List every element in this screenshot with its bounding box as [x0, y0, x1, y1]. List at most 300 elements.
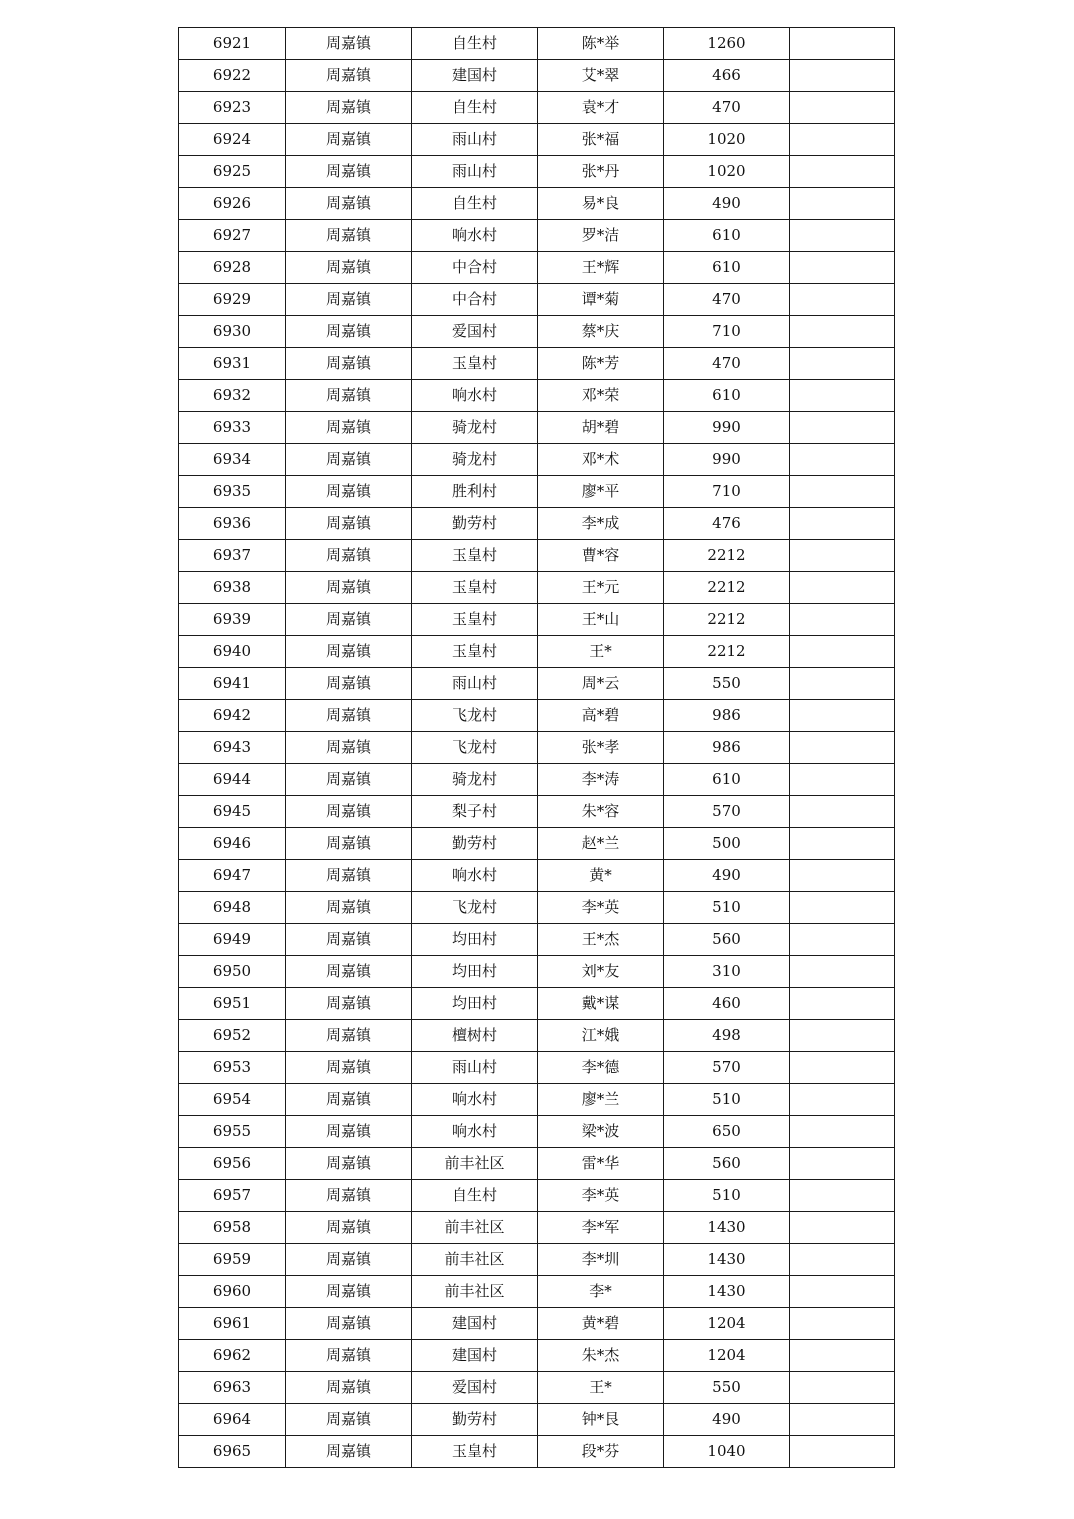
cell-village: 均田村 [412, 956, 538, 988]
cell-amount: 610 [664, 252, 790, 284]
cell-village: 勤劳村 [412, 828, 538, 860]
cell-serial-number: 6937 [179, 540, 286, 572]
cell-name: 江*娥 [538, 1020, 664, 1052]
table-row [179, 444, 895, 476]
cell-town: 周嘉镇 [286, 1372, 412, 1404]
table-row [179, 156, 895, 188]
cell-note [790, 188, 895, 220]
cell-amount: 710 [664, 316, 790, 348]
cell-serial-number: 6963 [179, 1372, 286, 1404]
cell-amount: 1430 [664, 1212, 790, 1244]
cell-name: 赵*兰 [538, 828, 664, 860]
cell-serial-number: 6941 [179, 668, 286, 700]
table-row [179, 604, 895, 636]
cell-town: 周嘉镇 [286, 124, 412, 156]
cell-serial-number: 6922 [179, 60, 286, 92]
cell-town: 周嘉镇 [286, 220, 412, 252]
cell-town: 周嘉镇 [286, 380, 412, 412]
cell-name: 王*杰 [538, 924, 664, 956]
cell-serial-number: 6935 [179, 476, 286, 508]
cell-serial-number: 6955 [179, 1116, 286, 1148]
cell-serial-number: 6964 [179, 1404, 286, 1436]
cell-town: 周嘉镇 [286, 316, 412, 348]
cell-town: 周嘉镇 [286, 252, 412, 284]
cell-amount: 1040 [664, 1436, 790, 1468]
cell-note [790, 476, 895, 508]
cell-amount: 1204 [664, 1308, 790, 1340]
cell-town: 周嘉镇 [286, 1052, 412, 1084]
cell-village: 骑龙村 [412, 412, 538, 444]
cell-name: 李*德 [538, 1052, 664, 1084]
cell-amount: 990 [664, 444, 790, 476]
cell-note [790, 1436, 895, 1468]
cell-note [790, 1308, 895, 1340]
cell-amount: 610 [664, 764, 790, 796]
cell-amount: 476 [664, 508, 790, 540]
cell-serial-number: 6956 [179, 1148, 286, 1180]
cell-amount: 570 [664, 1052, 790, 1084]
cell-name: 袁*才 [538, 92, 664, 124]
cell-village: 勤劳村 [412, 508, 538, 540]
cell-town: 周嘉镇 [286, 28, 412, 60]
cell-serial-number: 6943 [179, 732, 286, 764]
cell-note [790, 1084, 895, 1116]
cell-name: 王*辉 [538, 252, 664, 284]
cell-village: 勤劳村 [412, 1404, 538, 1436]
table-row [179, 316, 895, 348]
cell-town: 周嘉镇 [286, 476, 412, 508]
cell-name: 陈*芳 [538, 348, 664, 380]
table-row [179, 1244, 895, 1276]
cell-amount: 560 [664, 1148, 790, 1180]
cell-name: 雷*华 [538, 1148, 664, 1180]
cell-amount: 490 [664, 188, 790, 220]
table-row [179, 956, 895, 988]
cell-serial-number: 6924 [179, 124, 286, 156]
cell-amount: 1260 [664, 28, 790, 60]
cell-amount: 986 [664, 700, 790, 732]
cell-amount: 1430 [664, 1276, 790, 1308]
cell-serial-number: 6927 [179, 220, 286, 252]
cell-amount: 990 [664, 412, 790, 444]
cell-note [790, 636, 895, 668]
cell-name: 胡*碧 [538, 412, 664, 444]
cell-serial-number: 6945 [179, 796, 286, 828]
cell-name: 王* [538, 636, 664, 668]
cell-serial-number: 6954 [179, 1084, 286, 1116]
cell-note [790, 124, 895, 156]
table-row [179, 1308, 895, 1340]
cell-town: 周嘉镇 [286, 1436, 412, 1468]
cell-village: 建国村 [412, 1340, 538, 1372]
cell-town: 周嘉镇 [286, 508, 412, 540]
cell-town: 周嘉镇 [286, 284, 412, 316]
cell-town: 周嘉镇 [286, 1276, 412, 1308]
cell-serial-number: 6944 [179, 764, 286, 796]
table-row [179, 668, 895, 700]
cell-amount: 490 [664, 860, 790, 892]
table-row [179, 380, 895, 412]
cell-town: 周嘉镇 [286, 732, 412, 764]
cell-town: 周嘉镇 [286, 348, 412, 380]
cell-village: 玉皇村 [412, 636, 538, 668]
cell-name: 王*元 [538, 572, 664, 604]
cell-name: 周*云 [538, 668, 664, 700]
cell-town: 周嘉镇 [286, 1148, 412, 1180]
cell-name: 谭*菊 [538, 284, 664, 316]
table-row [179, 28, 895, 60]
cell-village: 前丰社区 [412, 1212, 538, 1244]
table-row [179, 220, 895, 252]
cell-town: 周嘉镇 [286, 956, 412, 988]
cell-village: 自生村 [412, 188, 538, 220]
cell-serial-number: 6953 [179, 1052, 286, 1084]
cell-serial-number: 6946 [179, 828, 286, 860]
cell-name: 梁*波 [538, 1116, 664, 1148]
cell-serial-number: 6932 [179, 380, 286, 412]
cell-town: 周嘉镇 [286, 1244, 412, 1276]
cell-name: 李* [538, 1276, 664, 1308]
cell-village: 响水村 [412, 220, 538, 252]
table-row [179, 508, 895, 540]
cell-village: 自生村 [412, 28, 538, 60]
cell-note [790, 1404, 895, 1436]
cell-note [790, 764, 895, 796]
cell-village: 自生村 [412, 92, 538, 124]
cell-note [790, 92, 895, 124]
table-row [179, 188, 895, 220]
cell-town: 周嘉镇 [286, 924, 412, 956]
table-row [179, 764, 895, 796]
table-row [179, 1372, 895, 1404]
cell-town: 周嘉镇 [286, 444, 412, 476]
cell-serial-number: 6951 [179, 988, 286, 1020]
cell-village: 玉皇村 [412, 540, 538, 572]
cell-town: 周嘉镇 [286, 1212, 412, 1244]
table-body [179, 28, 895, 1468]
cell-amount: 1020 [664, 156, 790, 188]
table-row [179, 988, 895, 1020]
cell-amount: 310 [664, 956, 790, 988]
table-row [179, 1276, 895, 1308]
table-row [179, 1404, 895, 1436]
table-row [179, 476, 895, 508]
cell-name: 朱*杰 [538, 1340, 664, 1372]
cell-name: 高*碧 [538, 700, 664, 732]
cell-name: 蔡*庆 [538, 316, 664, 348]
cell-town: 周嘉镇 [286, 540, 412, 572]
cell-name: 易*良 [538, 188, 664, 220]
cell-amount: 490 [664, 1404, 790, 1436]
cell-town: 周嘉镇 [286, 892, 412, 924]
cell-town: 周嘉镇 [286, 1020, 412, 1052]
cell-serial-number: 6925 [179, 156, 286, 188]
cell-amount: 650 [664, 1116, 790, 1148]
cell-name: 李*军 [538, 1212, 664, 1244]
cell-town: 周嘉镇 [286, 1404, 412, 1436]
cell-serial-number: 6959 [179, 1244, 286, 1276]
cell-name: 黄*碧 [538, 1308, 664, 1340]
cell-note [790, 1148, 895, 1180]
cell-name: 王* [538, 1372, 664, 1404]
cell-serial-number: 6961 [179, 1308, 286, 1340]
cell-name: 朱*容 [538, 796, 664, 828]
cell-amount: 710 [664, 476, 790, 508]
cell-amount: 570 [664, 796, 790, 828]
cell-note [790, 1052, 895, 1084]
cell-town: 周嘉镇 [286, 636, 412, 668]
cell-name: 张*孝 [538, 732, 664, 764]
cell-note [790, 668, 895, 700]
cell-name: 黄* [538, 860, 664, 892]
cell-serial-number: 6960 [179, 1276, 286, 1308]
cell-note [790, 1020, 895, 1052]
cell-note [790, 508, 895, 540]
cell-village: 雨山村 [412, 156, 538, 188]
table-row [179, 348, 895, 380]
cell-village: 玉皇村 [412, 348, 538, 380]
cell-village: 玉皇村 [412, 1436, 538, 1468]
cell-note [790, 252, 895, 284]
cell-amount: 460 [664, 988, 790, 1020]
table-row [179, 1052, 895, 1084]
cell-name: 李*英 [538, 892, 664, 924]
cell-amount: 610 [664, 380, 790, 412]
table-row [179, 636, 895, 668]
cell-name: 曹*容 [538, 540, 664, 572]
cell-serial-number: 6942 [179, 700, 286, 732]
table-row [179, 92, 895, 124]
cell-town: 周嘉镇 [286, 1308, 412, 1340]
cell-name: 李*圳 [538, 1244, 664, 1276]
cell-note [790, 1276, 895, 1308]
cell-amount: 466 [664, 60, 790, 92]
cell-note [790, 316, 895, 348]
cell-name: 邓*荣 [538, 380, 664, 412]
cell-serial-number: 6957 [179, 1180, 286, 1212]
table-row [179, 1436, 895, 1468]
table-row [179, 1084, 895, 1116]
cell-amount: 560 [664, 924, 790, 956]
cell-note [790, 1372, 895, 1404]
cell-amount: 510 [664, 1180, 790, 1212]
cell-village: 飞龙村 [412, 892, 538, 924]
cell-note [790, 220, 895, 252]
cell-note [790, 956, 895, 988]
table-row [179, 828, 895, 860]
cell-serial-number: 6930 [179, 316, 286, 348]
cell-serial-number: 6936 [179, 508, 286, 540]
cell-village: 响水村 [412, 380, 538, 412]
cell-note [790, 156, 895, 188]
table-row [179, 572, 895, 604]
table-row [179, 1212, 895, 1244]
cell-town: 周嘉镇 [286, 188, 412, 220]
cell-village: 雨山村 [412, 124, 538, 156]
cell-name: 廖*平 [538, 476, 664, 508]
table-row [179, 924, 895, 956]
cell-village: 梨子村 [412, 796, 538, 828]
table-row [179, 732, 895, 764]
cell-serial-number: 6938 [179, 572, 286, 604]
cell-serial-number: 6921 [179, 28, 286, 60]
table-row [179, 540, 895, 572]
table-row [179, 860, 895, 892]
cell-amount: 2212 [664, 572, 790, 604]
cell-village: 檀树村 [412, 1020, 538, 1052]
cell-village: 玉皇村 [412, 572, 538, 604]
cell-note [790, 412, 895, 444]
cell-town: 周嘉镇 [286, 988, 412, 1020]
cell-name: 戴*谋 [538, 988, 664, 1020]
cell-note [790, 604, 895, 636]
table-row [179, 892, 895, 924]
cell-amount: 470 [664, 92, 790, 124]
cell-village: 雨山村 [412, 668, 538, 700]
table-row [179, 1020, 895, 1052]
cell-name: 王*山 [538, 604, 664, 636]
cell-note [790, 284, 895, 316]
cell-town: 周嘉镇 [286, 1116, 412, 1148]
cell-serial-number: 6949 [179, 924, 286, 956]
cell-amount: 2212 [664, 540, 790, 572]
cell-name: 李*英 [538, 1180, 664, 1212]
table-row [179, 1148, 895, 1180]
cell-town: 周嘉镇 [286, 604, 412, 636]
cell-town: 周嘉镇 [286, 796, 412, 828]
cell-village: 建国村 [412, 60, 538, 92]
cell-amount: 550 [664, 1372, 790, 1404]
cell-serial-number: 6965 [179, 1436, 286, 1468]
cell-town: 周嘉镇 [286, 60, 412, 92]
cell-town: 周嘉镇 [286, 572, 412, 604]
cell-note [790, 572, 895, 604]
cell-amount: 1204 [664, 1340, 790, 1372]
cell-amount: 498 [664, 1020, 790, 1052]
cell-name: 张*福 [538, 124, 664, 156]
cell-name: 罗*洁 [538, 220, 664, 252]
cell-amount: 510 [664, 892, 790, 924]
cell-name: 邓*术 [538, 444, 664, 476]
cell-note [790, 1116, 895, 1148]
cell-amount: 470 [664, 284, 790, 316]
cell-village: 爱国村 [412, 316, 538, 348]
cell-amount: 550 [664, 668, 790, 700]
cell-serial-number: 6939 [179, 604, 286, 636]
cell-village: 胜利村 [412, 476, 538, 508]
cell-town: 周嘉镇 [286, 764, 412, 796]
cell-note [790, 348, 895, 380]
cell-amount: 986 [664, 732, 790, 764]
cell-town: 周嘉镇 [286, 1084, 412, 1116]
table-row [179, 412, 895, 444]
cell-serial-number: 6931 [179, 348, 286, 380]
cell-amount: 1020 [664, 124, 790, 156]
cell-serial-number: 6926 [179, 188, 286, 220]
cell-name: 张*丹 [538, 156, 664, 188]
cell-name: 李*成 [538, 508, 664, 540]
cell-serial-number: 6958 [179, 1212, 286, 1244]
table-row [179, 1116, 895, 1148]
table-row [179, 700, 895, 732]
cell-serial-number: 6952 [179, 1020, 286, 1052]
table-row [179, 124, 895, 156]
cell-village: 均田村 [412, 924, 538, 956]
cell-town: 周嘉镇 [286, 92, 412, 124]
cell-village: 响水村 [412, 1116, 538, 1148]
cell-name: 刘*友 [538, 956, 664, 988]
cell-village: 飞龙村 [412, 700, 538, 732]
cell-note [790, 732, 895, 764]
cell-note [790, 28, 895, 60]
cell-serial-number: 6950 [179, 956, 286, 988]
cell-village: 骑龙村 [412, 444, 538, 476]
cell-village: 前丰社区 [412, 1148, 538, 1180]
table-row [179, 796, 895, 828]
cell-note [790, 1212, 895, 1244]
data-table [178, 27, 895, 1468]
cell-note [790, 796, 895, 828]
cell-village: 爱国村 [412, 1372, 538, 1404]
cell-name: 钟*艮 [538, 1404, 664, 1436]
cell-amount: 1430 [664, 1244, 790, 1276]
cell-note [790, 860, 895, 892]
table-row [179, 284, 895, 316]
cell-serial-number: 6947 [179, 860, 286, 892]
cell-village: 响水村 [412, 860, 538, 892]
cell-name: 艾*翠 [538, 60, 664, 92]
cell-village: 均田村 [412, 988, 538, 1020]
cell-village: 前丰社区 [412, 1276, 538, 1308]
cell-serial-number: 6923 [179, 92, 286, 124]
cell-note [790, 540, 895, 572]
table-row [179, 252, 895, 284]
cell-town: 周嘉镇 [286, 412, 412, 444]
cell-note [790, 1244, 895, 1276]
cell-amount: 2212 [664, 636, 790, 668]
cell-serial-number: 6948 [179, 892, 286, 924]
cell-amount: 500 [664, 828, 790, 860]
cell-note [790, 444, 895, 476]
cell-village: 自生村 [412, 1180, 538, 1212]
table-row [179, 1180, 895, 1212]
table-row [179, 1340, 895, 1372]
cell-note [790, 892, 895, 924]
cell-name: 李*涛 [538, 764, 664, 796]
cell-village: 中合村 [412, 252, 538, 284]
cell-serial-number: 6940 [179, 636, 286, 668]
cell-town: 周嘉镇 [286, 1180, 412, 1212]
cell-note [790, 380, 895, 412]
cell-note [790, 988, 895, 1020]
cell-town: 周嘉镇 [286, 156, 412, 188]
cell-village: 前丰社区 [412, 1244, 538, 1276]
cell-serial-number: 6929 [179, 284, 286, 316]
cell-amount: 510 [664, 1084, 790, 1116]
cell-serial-number: 6928 [179, 252, 286, 284]
cell-village: 骑龙村 [412, 764, 538, 796]
cell-serial-number: 6962 [179, 1340, 286, 1372]
cell-town: 周嘉镇 [286, 1340, 412, 1372]
cell-name: 陈*举 [538, 28, 664, 60]
cell-note [790, 828, 895, 860]
cell-name: 段*芬 [538, 1436, 664, 1468]
cell-note [790, 60, 895, 92]
cell-serial-number: 6933 [179, 412, 286, 444]
cell-town: 周嘉镇 [286, 700, 412, 732]
cell-village: 中合村 [412, 284, 538, 316]
table-row [179, 60, 895, 92]
